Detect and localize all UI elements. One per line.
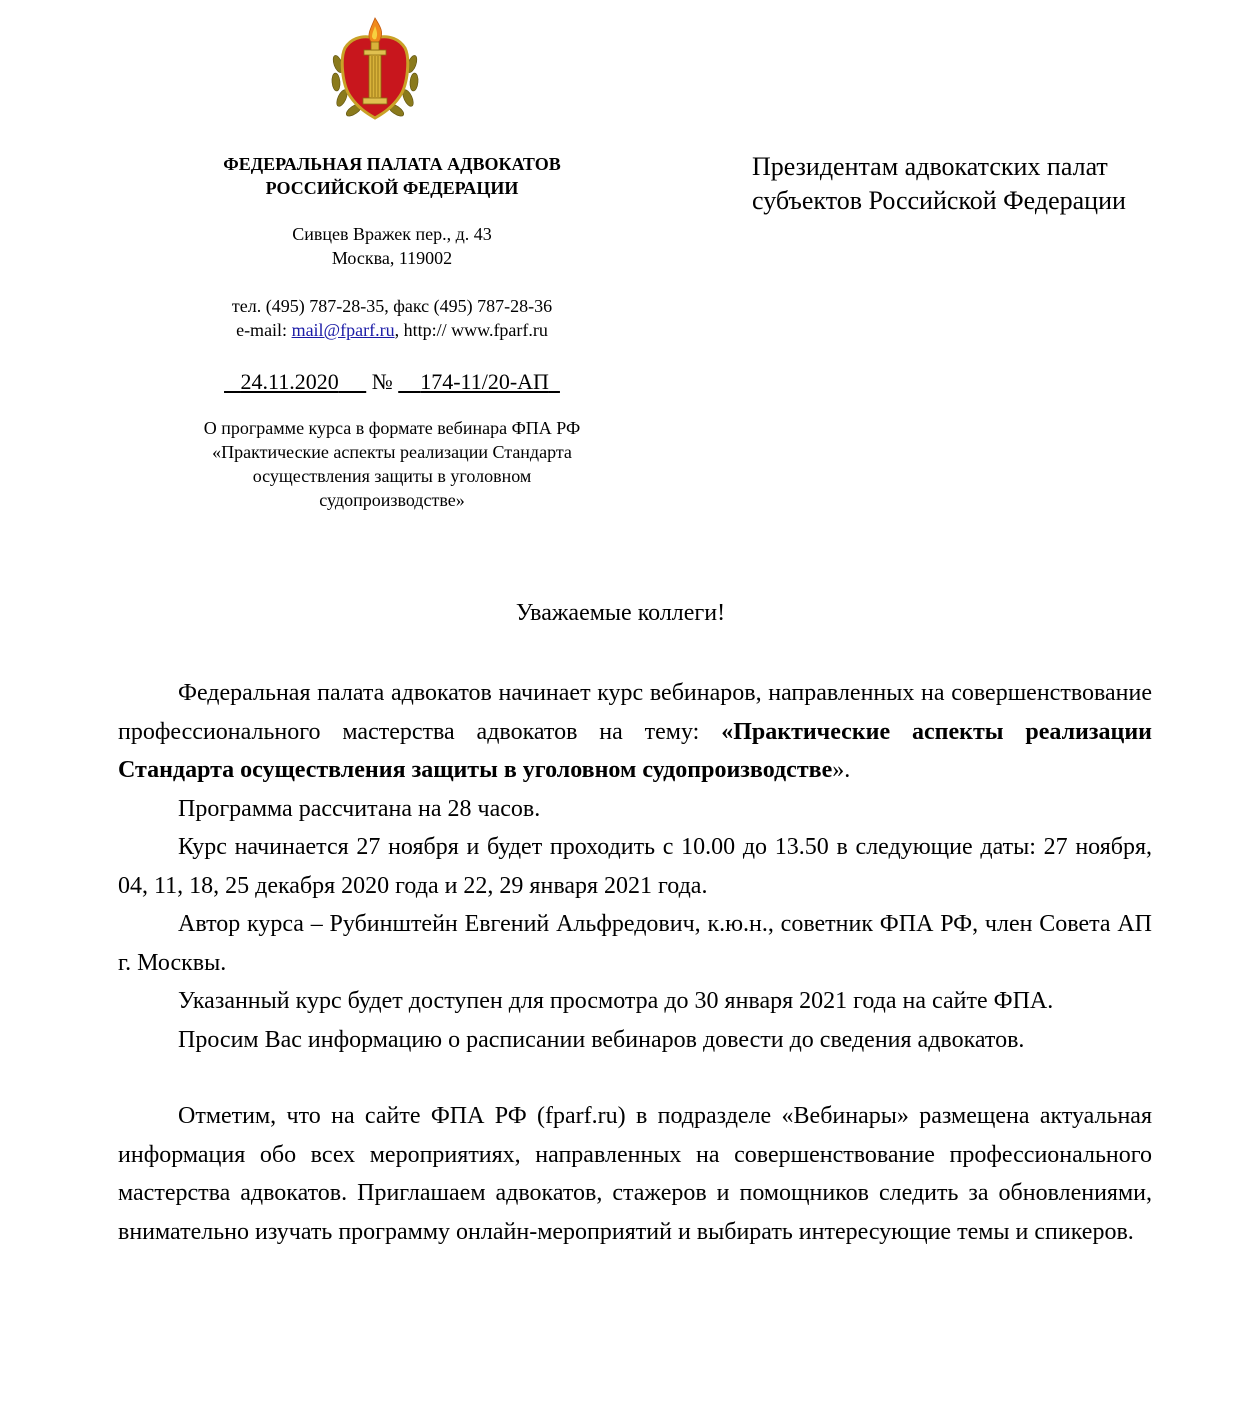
address-line1: Сивцев Вражек пер., д. 43	[292, 224, 492, 244]
address-line2: Москва, 119002	[331, 248, 453, 268]
org-name-line2: РОССИЙСКОЙ ФЕДЕРАЦИИ	[265, 178, 519, 198]
org-name-line1: ФЕДЕРАЛЬНАЯ ПАЛАТА АДВОКАТОВ	[223, 154, 561, 174]
body-paragraph-4: Автор курса – Рубинштейн Евгений Альфредович, к.ю.н., советник ФПА РФ, член Совета АП г. Москвы.	[118, 911, 1152, 976]
subject-line1: О программе курса в формате вебинара ФПА РФ	[203, 418, 581, 438]
body-paragraph-3: Курс начинается 27 ноября и будет проходить с 10.00 до 13.50 в следующие даты: 27 ноября, 04, 11, 18, 25 декабря 2020 года и 22, 29 января 2021 года.	[118, 834, 1152, 899]
document-date: 24.11.2020	[240, 369, 339, 394]
body-paragraph-6: Просим Вас информацию о расписании вебинаров довести до сведения адвокатов.	[178, 1026, 1025, 1053]
document-number: 174-11/20-АП	[420, 369, 549, 394]
document-reference	[150, 368, 634, 396]
body-paragraph-1: Федеральная палата адвокатов начинает курс вебинаров, направленных на совершенствование профессионального мастерства адвокатов на тему: «Практические аспекты реализации Стандарта осуществления защиты в уголовном судопроизводстве».	[118, 680, 1152, 783]
recipient-line1: Президентам адвокатских палат	[752, 152, 1108, 181]
number-sign: №	[371, 369, 393, 394]
body-paragraph-7: Отметим, что на сайте ФПА РФ (fparf.ru) в подразделе «Вебинары» размещена актуальная информация обо всех мероприятиях, направленных на совершенствование профессионального мастерства адвокатов. Приглашаем адвокатов, стажеров и помощников следить за обновлениями, внимательно изучать программу онлайн-мероприятий и выбирать интересующие темы и спикеров.	[118, 1103, 1152, 1245]
letter-body	[118, 674, 1152, 1251]
letterhead	[150, 152, 634, 342]
email-prefix: e-mail:	[236, 320, 292, 340]
subject-line3: осуществления защиты в уголовном	[252, 466, 532, 486]
org-contacts	[150, 294, 634, 342]
recipient	[752, 150, 1222, 218]
greeting: Уважаемые коллеги!	[515, 600, 726, 626]
body-paragraph-2: Программа рассчитана на 28 часов.	[178, 795, 541, 822]
website: , http:// www.fparf.ru	[394, 320, 548, 340]
phone-fax: тел. (495) 787-28-35, факс (495) 787-28-36	[231, 296, 553, 316]
subject-line2: «Практические аспекты реализации Стандарта	[212, 442, 572, 462]
body-paragraph-5: Указанный курс будет доступен для просмотра до 30 января 2021 года на сайте ФПА.	[178, 988, 1054, 1014]
org-address	[150, 222, 634, 270]
email-link[interactable]: mail@fparf.ru	[291, 320, 395, 340]
letter-subject	[150, 416, 634, 512]
course-title: «Практические аспекты реализации Стандарта осуществления защиты в уголовном судопроизводстве	[118, 718, 1152, 783]
email-line	[150, 318, 634, 342]
subject-line4: судопроизводстве»	[319, 490, 465, 510]
recipient-line2: субъектов Российской Федерации	[752, 186, 1126, 215]
emblem-logo	[330, 14, 420, 124]
